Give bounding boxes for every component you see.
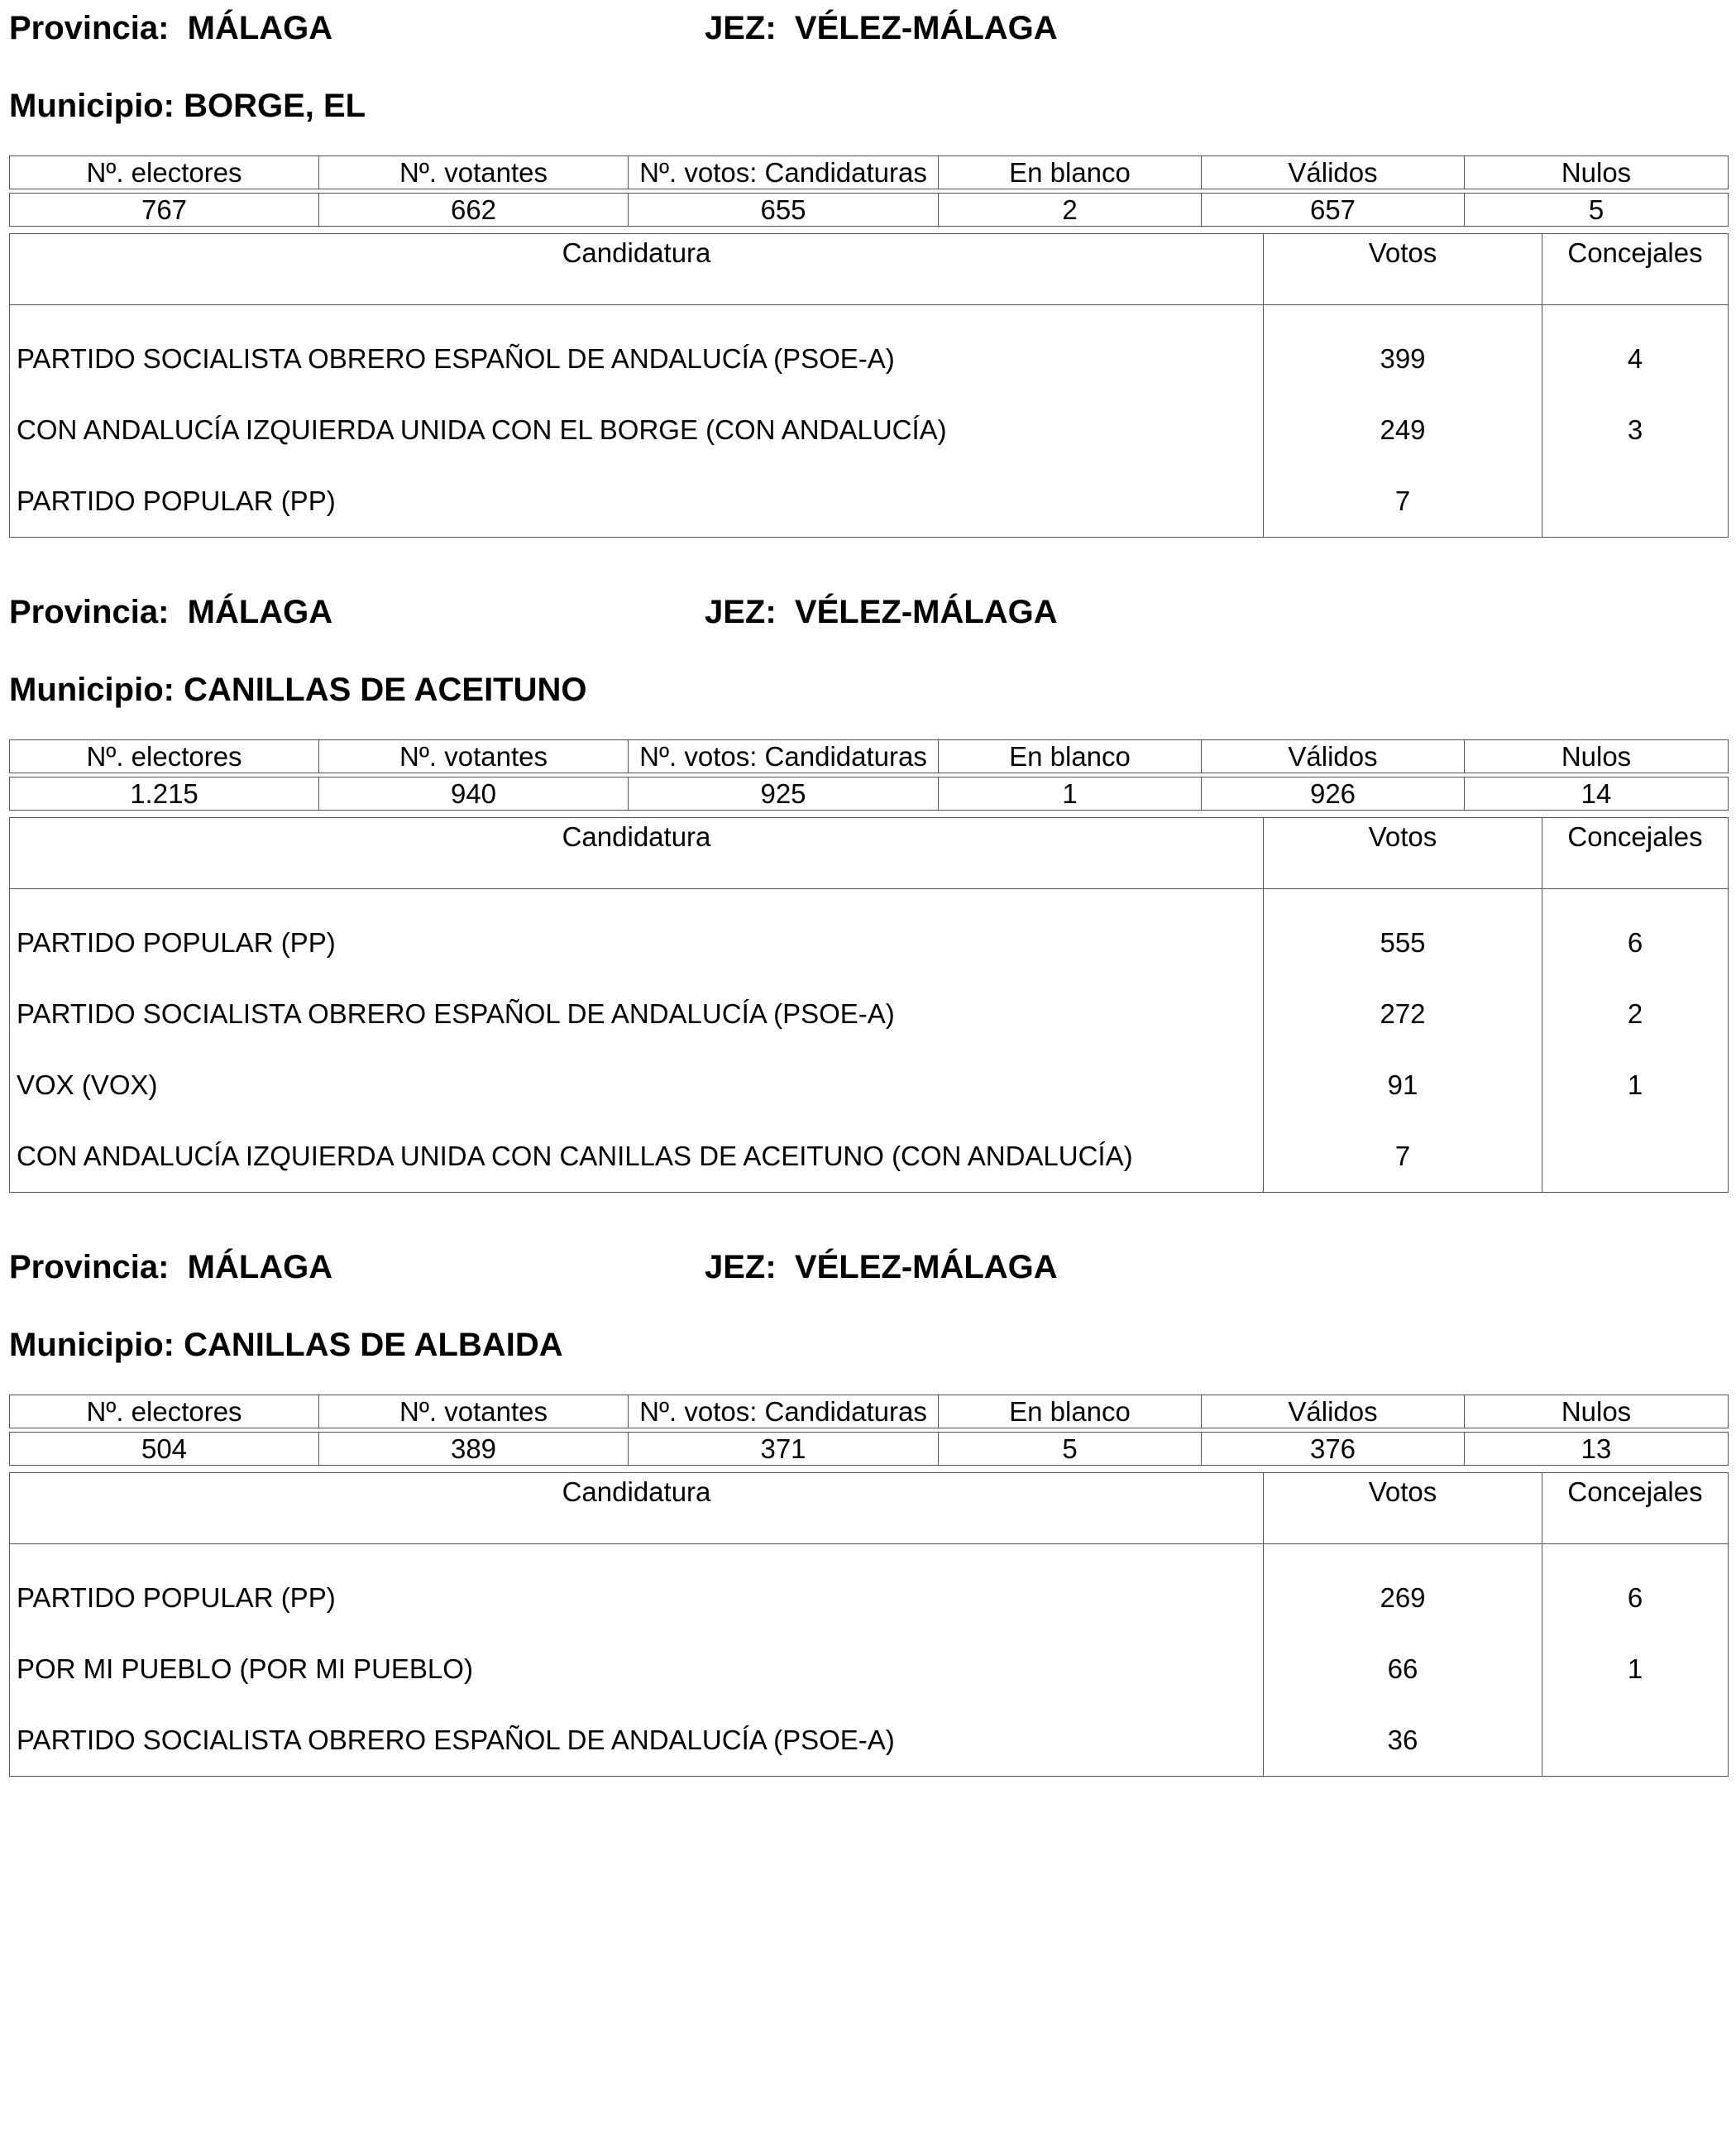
cand-name: PARTIDO SOCIALISTA OBRERO ESPAÑOL DE ANDALUCÍA (PSOE-A) (10, 978, 1264, 1050)
cand-votos: 272 (1264, 978, 1542, 1050)
provincia-line (9, 592, 332, 632)
stats-value-row (10, 777, 1729, 811)
candidaturas-table (9, 233, 1729, 538)
cand-concejales: 6 (1627, 1582, 1643, 1613)
cand-row (10, 889, 1729, 979)
cand-header-row (10, 1473, 1729, 1544)
cand-header: Concejales (1542, 818, 1729, 889)
jez-value: VÉLEZ-MÁLAGA (794, 1249, 1058, 1285)
stats-table (9, 739, 1729, 811)
stats-value: 2 (939, 194, 1202, 227)
cand-header: Concejales (1542, 1473, 1729, 1544)
stats-header: Válidos (1202, 1395, 1465, 1428)
stats-value: 14 (1465, 777, 1729, 811)
cand-header: Candidatura (10, 818, 1264, 889)
cand-concejales (1542, 466, 1729, 538)
stats-value: 389 (319, 1433, 629, 1466)
stats-header: Nulos (1465, 156, 1729, 189)
cand-header: Votos (1264, 1473, 1542, 1544)
stats-table (9, 1395, 1729, 1466)
cand-header: Votos (1264, 234, 1542, 305)
cand-header-row (10, 818, 1729, 889)
stats-header: Nº. votos: Candidaturas (629, 156, 939, 189)
cand-concejales: 4 (1627, 343, 1643, 374)
jez-line (705, 8, 1058, 48)
cand-row (10, 1705, 1729, 1777)
stats-value: 13 (1465, 1433, 1729, 1466)
cand-header: Candidatura (10, 234, 1264, 305)
provincia-value: MÁLAGA (187, 1249, 333, 1285)
stats-value: 926 (1202, 777, 1465, 811)
stats-header: Nº. electores (10, 1395, 319, 1428)
stats-header: Nulos (1465, 740, 1729, 773)
municipio-label: Municipio: (9, 88, 175, 124)
municipio-line (9, 1325, 563, 1365)
cand-row (10, 1050, 1729, 1121)
cand-row (10, 395, 1729, 466)
cand-name: CON ANDALUCÍA IZQUIERDA UNIDA CON EL BORGE (CON ANDALUCÍA) (10, 395, 1264, 466)
cand-row (10, 305, 1729, 395)
municipio-line (9, 670, 587, 710)
cand-concejales: 1 (1627, 1069, 1643, 1100)
municipio-label: Municipio: (9, 672, 175, 708)
cand-votos: 555 (1264, 889, 1542, 979)
municipio-value: BORGE, EL (184, 88, 366, 124)
stats-value: 940 (319, 777, 629, 811)
jez-value: VÉLEZ-MÁLAGA (794, 594, 1058, 630)
cand-row (10, 1544, 1729, 1634)
cand-name: POR MI PUEBLO (POR MI PUEBLO) (10, 1634, 1264, 1705)
cand-name: CON ANDALUCÍA IZQUIERDA UNIDA CON CANILLAS DE ACEITUNO (CON ANDALUCÍA) (10, 1121, 1264, 1193)
provincia-value: MÁLAGA (187, 594, 333, 630)
stats-value: 1 (939, 777, 1202, 811)
stats-value: 662 (319, 194, 629, 227)
stats-table (9, 155, 1729, 227)
municipio-label: Municipio: (9, 1327, 175, 1363)
jez-label: JEZ: (705, 10, 777, 46)
stats-header: En blanco (939, 156, 1202, 189)
cand-concejales (1542, 1121, 1729, 1193)
cand-concejales: 3 (1627, 414, 1643, 445)
stats-header: En blanco (939, 1395, 1202, 1428)
cand-row (10, 466, 1729, 538)
cand-name: PARTIDO POPULAR (PP) (10, 889, 1264, 979)
jez-label: JEZ: (705, 1249, 777, 1285)
jez-value: VÉLEZ-MÁLAGA (794, 10, 1058, 46)
provincia-line (9, 8, 332, 48)
stats-header: Nº. votantes (319, 156, 629, 189)
stats-header: Nº. electores (10, 740, 319, 773)
municipio-value: CANILLAS DE ACEITUNO (184, 672, 587, 708)
stats-value: 5 (939, 1433, 1202, 1466)
municipio-value: CANILLAS DE ALBAIDA (184, 1327, 563, 1363)
cand-concejales: 2 (1627, 998, 1643, 1029)
candidaturas-table (9, 817, 1729, 1193)
cand-votos: 66 (1264, 1634, 1542, 1705)
stats-header-row (10, 1395, 1729, 1428)
cand-votos: 7 (1264, 1121, 1542, 1193)
stats-header: Nº. votantes (319, 1395, 629, 1428)
cand-header: Candidatura (10, 1473, 1264, 1544)
stats-header: Nº. votos: Candidaturas (629, 740, 939, 773)
provincia-label: Provincia: (9, 10, 170, 46)
stats-header: Nº. electores (10, 156, 319, 189)
cand-row (10, 1634, 1729, 1705)
stats-value-row (10, 1433, 1729, 1466)
cand-concejales: 6 (1627, 927, 1643, 958)
cand-votos: 269 (1264, 1544, 1542, 1634)
stats-value: 376 (1202, 1433, 1465, 1466)
provincia-line (9, 1247, 332, 1287)
cand-name: PARTIDO POPULAR (PP) (10, 1544, 1264, 1634)
stats-value: 504 (10, 1433, 319, 1466)
jez-label: JEZ: (705, 594, 777, 630)
cand-name: VOX (VOX) (10, 1050, 1264, 1121)
stats-header: Válidos (1202, 156, 1465, 189)
stats-value: 5 (1465, 194, 1729, 227)
stats-value: 655 (629, 194, 939, 227)
cand-votos: 7 (1264, 466, 1542, 538)
stats-value: 925 (629, 777, 939, 811)
stats-header: En blanco (939, 740, 1202, 773)
cand-concejales: 1 (1627, 1653, 1643, 1684)
cand-name: PARTIDO SOCIALISTA OBRERO ESPAÑOL DE ANDALUCÍA (PSOE-A) (10, 1705, 1264, 1777)
stats-header: Nº. votantes (319, 740, 629, 773)
cand-header: Votos (1264, 818, 1542, 889)
cand-concejales (1542, 1705, 1729, 1777)
stats-header-row (10, 156, 1729, 189)
stats-value: 1.215 (10, 777, 319, 811)
provincia-label: Provincia: (9, 594, 170, 630)
stats-header: Nº. votos: Candidaturas (629, 1395, 939, 1428)
cand-header-row (10, 234, 1729, 305)
cand-row (10, 1121, 1729, 1193)
stats-value: 371 (629, 1433, 939, 1466)
stats-value: 767 (10, 194, 319, 227)
stats-header: Nulos (1465, 1395, 1729, 1428)
stats-value-row (10, 194, 1729, 227)
cand-name: PARTIDO SOCIALISTA OBRERO ESPAÑOL DE ANDALUCÍA (PSOE-A) (10, 305, 1264, 395)
cand-name: PARTIDO POPULAR (PP) (10, 466, 1264, 538)
stats-header-row (10, 740, 1729, 773)
cand-row (10, 978, 1729, 1050)
municipio-line (9, 86, 366, 126)
cand-header: Concejales (1542, 234, 1729, 305)
cand-votos: 249 (1264, 395, 1542, 466)
jez-line (705, 592, 1058, 632)
provincia-value: MÁLAGA (187, 10, 333, 46)
stats-header: Válidos (1202, 740, 1465, 773)
cand-votos: 399 (1264, 305, 1542, 395)
candidaturas-table (9, 1472, 1729, 1777)
stats-value: 657 (1202, 194, 1465, 227)
cand-votos: 91 (1264, 1050, 1542, 1121)
jez-line (705, 1247, 1058, 1287)
provincia-label: Provincia: (9, 1249, 170, 1285)
cand-votos: 36 (1264, 1705, 1542, 1777)
